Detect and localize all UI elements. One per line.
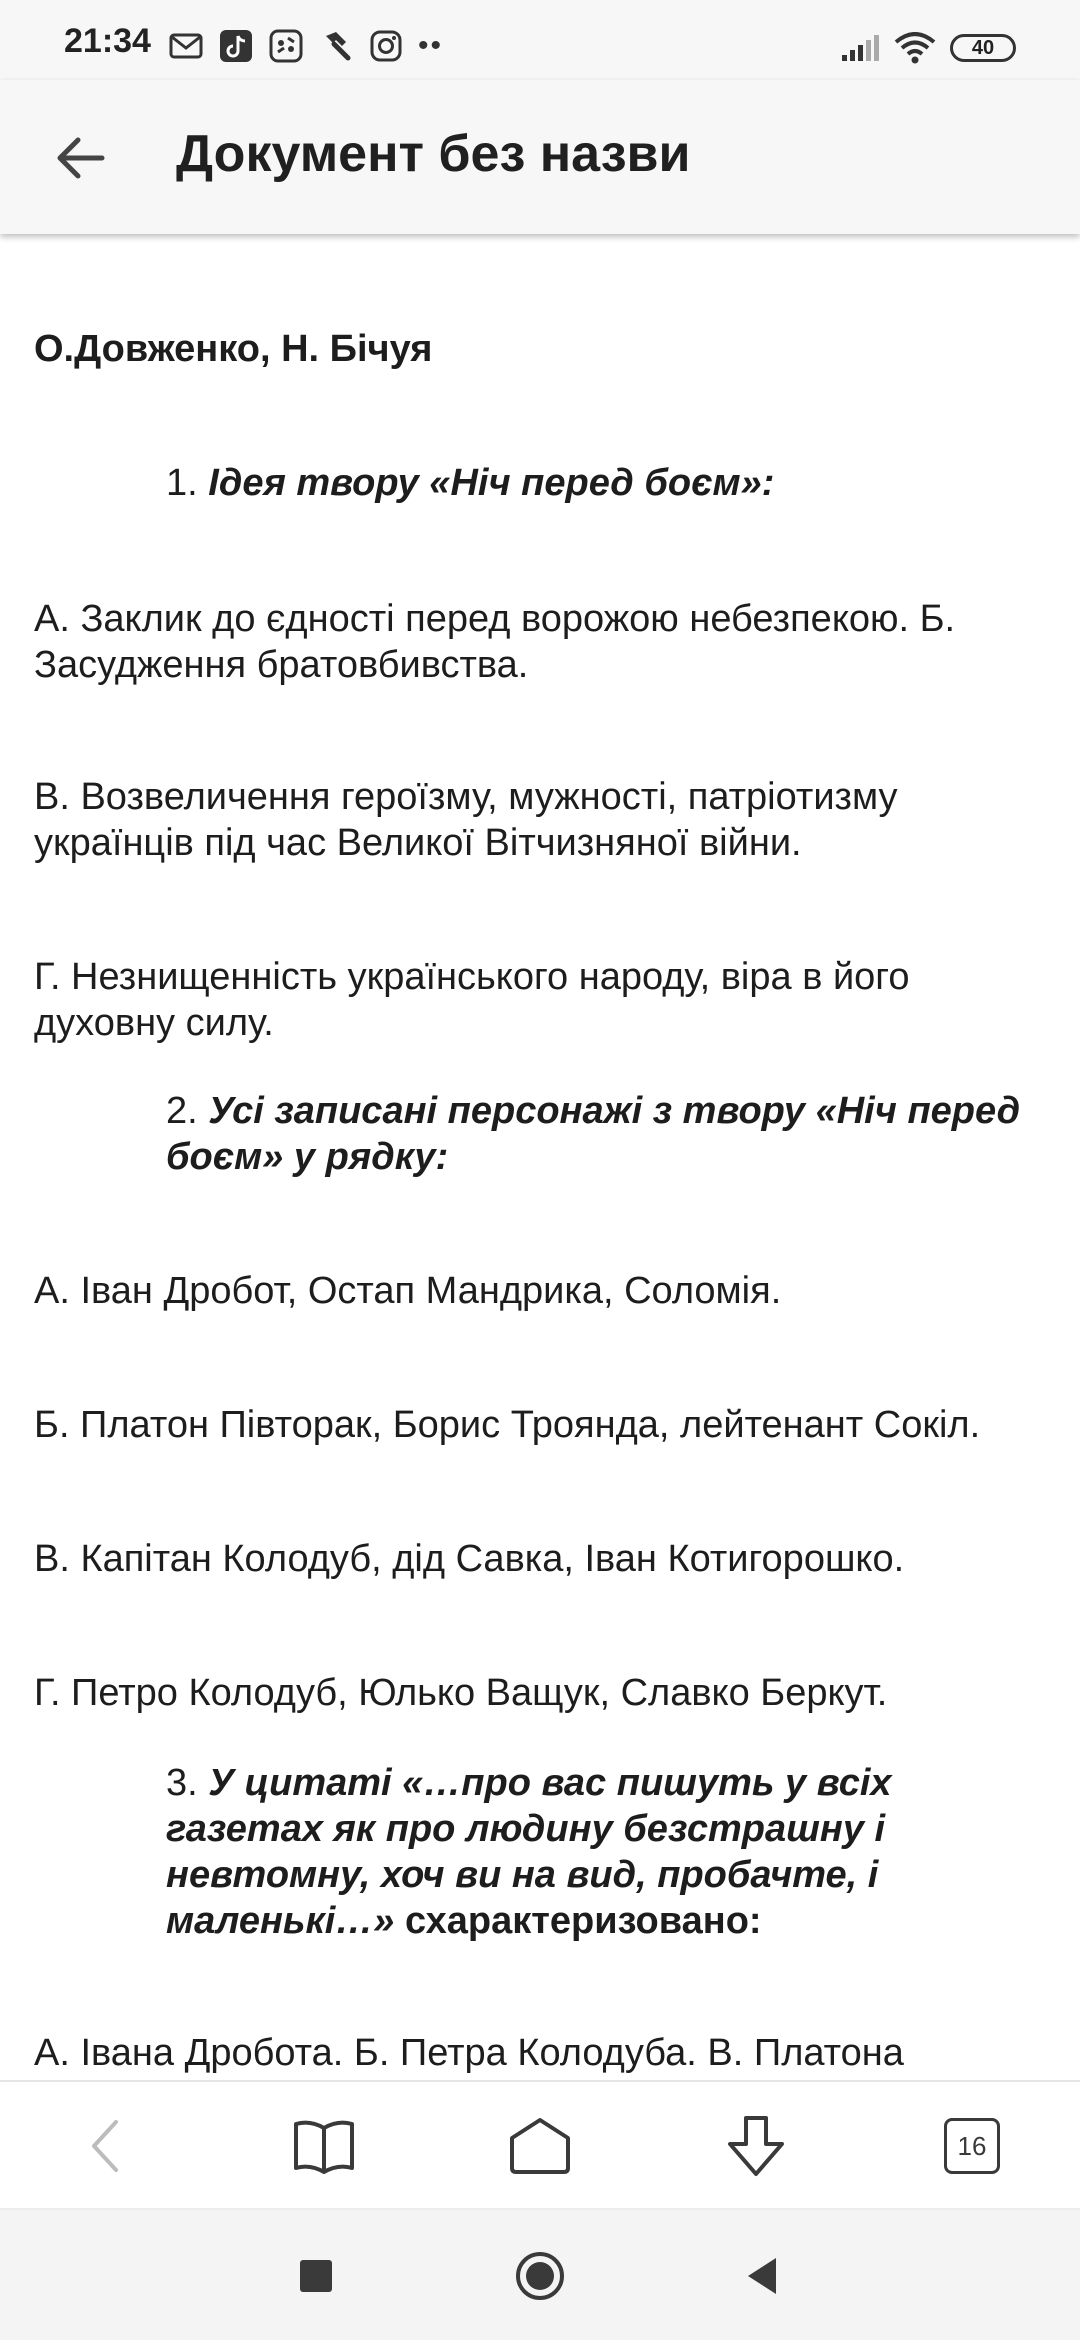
- reader-toolbar: [0, 2080, 1080, 2210]
- answer-option: А. Іван Дробот, Остап Мандрика, Соломія.: [34, 1270, 782, 1312]
- recents-square-icon: [299, 2259, 333, 2293]
- system-back-button[interactable]: [730, 2244, 794, 2308]
- home-button[interactable]: [500, 2106, 580, 2186]
- chevron-left-icon: [82, 2116, 130, 2176]
- browser-back-button[interactable]: [66, 2106, 146, 2186]
- status-time: 21:34: [64, 22, 151, 60]
- tabs-count: 16: [944, 2118, 1000, 2174]
- question-number: 2.: [166, 1090, 198, 1132]
- back-arrow-icon: [54, 136, 106, 180]
- bookmarks-button[interactable]: [284, 2106, 364, 2186]
- question-number: 3.: [166, 1762, 198, 1804]
- game-icon: [268, 28, 304, 64]
- question-text: Ідея твору «Ніч перед боєм»:: [208, 462, 775, 504]
- document-author: О.Довженко, Н. Бічуя: [34, 328, 433, 370]
- system-status-icons: [840, 28, 1016, 68]
- question-2: [166, 1088, 1046, 1180]
- download-icon: [724, 2114, 788, 2178]
- signal-icon: [840, 33, 880, 63]
- back-triangle-icon: [744, 2256, 780, 2296]
- back-button[interactable]: [44, 122, 116, 194]
- battery-indicator: 40: [950, 34, 1016, 62]
- answer-option: Г. Незнищенність українського народу, віра в його духовну силу.: [34, 956, 910, 1044]
- question-3: [166, 1760, 1046, 1944]
- gmail-icon: [168, 28, 204, 64]
- page-title: Документ без назви: [176, 125, 691, 183]
- question-text: Усі записані персонажі з твору «Ніч перед боєм» у рядку:: [166, 1090, 1021, 1178]
- wifi-icon: [894, 32, 936, 64]
- home-circle-icon: [514, 2250, 566, 2302]
- answer-option: В. Возвеличення героїзму, мужності, патріотизму українців під час Великої Вітчизняної війни.: [34, 776, 898, 864]
- question-text-suffix: схарактеризовано:: [405, 1900, 762, 1942]
- question-text: У цитаті «…про вас пишуть у всіх газетах як про людину безстрашну і невтомну, хоч ви на вид, пробачте, і маленькі…»: [166, 1762, 892, 1942]
- question-number: 1.: [166, 462, 198, 504]
- recents-button[interactable]: [284, 2244, 348, 2308]
- answer-option: Б. Платон Півторак, Борис Троянда, лейтенант Сокіл.: [34, 1404, 981, 1446]
- tiktok-icon: [218, 28, 254, 64]
- notification-icons: [168, 26, 443, 66]
- system-nav-bar: [0, 2208, 1080, 2340]
- document-content[interactable]: [0, 234, 1080, 2080]
- system-home-button[interactable]: [508, 2244, 572, 2308]
- answer-option: В. Капітан Колодуб, дід Савка, Іван Котигорошко.: [34, 1538, 905, 1580]
- hammer-icon: [318, 28, 354, 64]
- status-bar: [0, 0, 1080, 80]
- more-notifications-indicator: ••: [418, 29, 444, 62]
- answer-option: Г. Петро Колодуб, Юлько Ващук, Славко Беркут.: [34, 1672, 888, 1714]
- instagram-icon: [368, 28, 404, 64]
- app-bar: [0, 80, 1080, 234]
- home-icon: [508, 2116, 572, 2176]
- tabs-button[interactable]: [932, 2106, 1012, 2186]
- answer-option: А. Івана Дробота. Б. Петра Колодуба. В. Платона: [34, 2032, 904, 2074]
- book-icon: [292, 2118, 356, 2174]
- question-1: [166, 460, 1046, 506]
- download-button[interactable]: [716, 2106, 796, 2186]
- answer-option: А. Заклик до єдності перед ворожою небезпекою. Б. Засудження братовбивства.: [34, 598, 956, 686]
